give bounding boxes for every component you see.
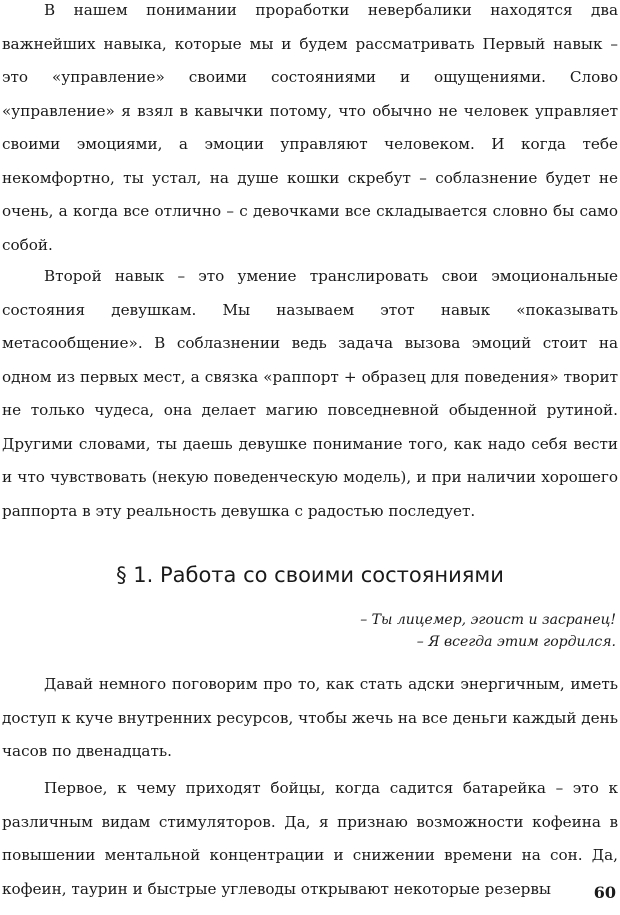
page-number: 60 — [593, 883, 616, 902]
paragraph-second-skill: Второй навык – это умение транслировать свои эмоциональные состояния девушкам. Мы называем этот навык «показывать метасообщение». В соблазнении ведь задача вызова эмоций стоит на одном из первых мест, а связка «раппорт + образец для поведения» творит не только чудеса, она делает магию повседневной обыденной рутиной. Другими словами, ты даешь девушке понимание того, как надо себя вести и что чувствовать (некую поведенческую модель), и при наличии хорошего раппорта в эту реальность девушка с радостью последует. — [2, 267, 618, 520]
paragraph-stimulants: Первое, к чему приходят бойцы, когда садится батарейка – это к различным видам стимуляторов. Да, я признаю возможности кофеина в повышении ментальной концентрации и снижении времени на сон. Да, кофеин, таурин и быстрые углеводы открывают некоторые резервы — [2, 779, 618, 898]
paragraph-energy: Давай немного поговорим про то, как стать адски энергичным, иметь доступ к куче внутренних ресурсов, чтобы жечь на все деньги каждый день часов по двенадцать. — [2, 675, 618, 760]
epigraph — [216, 609, 616, 653]
section-heading: § 1. Работа со своими состояниями — [116, 563, 504, 587]
paragraph-skills-intro: В нашем понимании проработки невербалики находятся два важнейших навыка, которые мы и будем рассматривать Первый навык – это «управление» своими состояниями и ощущениями. Слово «управление» я взял в кавычки потому, что обычно не человек управляет своими эмоциями, а эмоции управляют человеком. И когда тебе некомфортно, ты устал, на душе кошки скребут – соблазнение будет не очень, а когда все отлично – с девочками все складывается словно бы само собой. — [2, 1, 618, 254]
epigraph-line: – Я всегда этим гордился. — [416, 634, 616, 650]
epigraph-line: – Ты лицемер, эгоист и засранец! — [360, 612, 616, 628]
